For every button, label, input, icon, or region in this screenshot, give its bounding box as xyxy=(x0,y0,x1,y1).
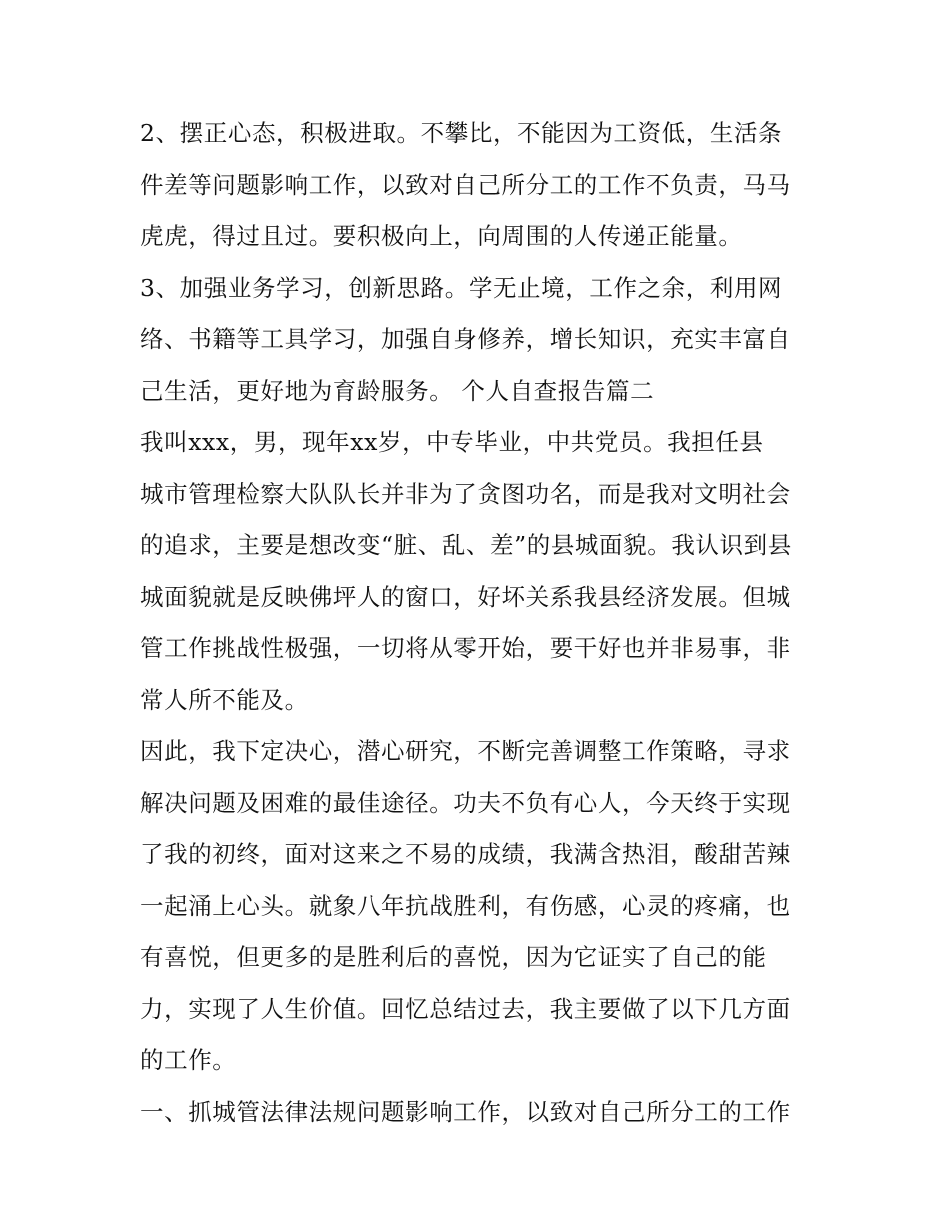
text-line: 的工作。 xyxy=(140,1046,237,1074)
text-line: 2、摆正心态，积极进取。不攀比，不能因为工资低，生活条 xyxy=(140,119,783,147)
text-line: 了我的初终，面对这来之不易的成绩，我满含热泪，酸甜苦辣 xyxy=(140,840,791,868)
text-line: 一、抓城管法律法规问题影响工作，以致对自己所分工的工作 xyxy=(140,1097,791,1126)
text-line: 有喜悦，但更多的是胜利后的喜悦，因为它证实了自己的能 xyxy=(140,943,767,971)
text-line: 己生活，更好地为育龄服务。 个人自查报告篇二 xyxy=(140,376,655,405)
document-body xyxy=(140,108,820,1138)
text-line: 的追求，主要是想改变“脏、乱、差”的县城面貌。我认识到县 xyxy=(140,531,792,559)
text-line: 城市管理检察大队队长并非为了贪图功名，而是我对文明社会 xyxy=(140,479,791,508)
text-line: 件差等问题影响工作，以致对自己所分工的工作不负责，马马 xyxy=(140,170,791,199)
text-line: 管工作挑战性极强，一切将从零开始，要干好也并非易事，非 xyxy=(140,634,791,662)
text-line: 一起涌上心头。就象八年抗战胜利，有伤感，心灵的疼痛，也 xyxy=(140,891,791,920)
text-line: 虎虎，得过且过。要积极向上，向周围的人传递正能量。 xyxy=(140,222,743,250)
text-line: 因此，我下定决心，潜心研究，不断完善调整工作策略，寻求 xyxy=(140,737,791,765)
text-line: 络、书籍等工具学习，加强自身修养，增长知识，充实丰富自 xyxy=(140,325,791,353)
text-line: 常人所不能及。 xyxy=(140,685,309,714)
text-line: 城面貌就是反映佛坪人的窗口，好坏关系我县经济发展。但城 xyxy=(140,582,791,611)
text-line: 解决问题及困难的最佳途径。功夫不负有心人，今天终于实现 xyxy=(140,788,791,817)
text-line: 3、加强业务学习，创新思路。学无止境，工作之余，利用网 xyxy=(140,273,783,302)
text-line: 力，实现了人生价值。回忆总结过去，我主要做了以下几方面 xyxy=(140,994,791,1023)
text-line: 我叫xxx，男，现年xx岁，中专毕业，中共党员。我担任县 xyxy=(140,428,764,456)
